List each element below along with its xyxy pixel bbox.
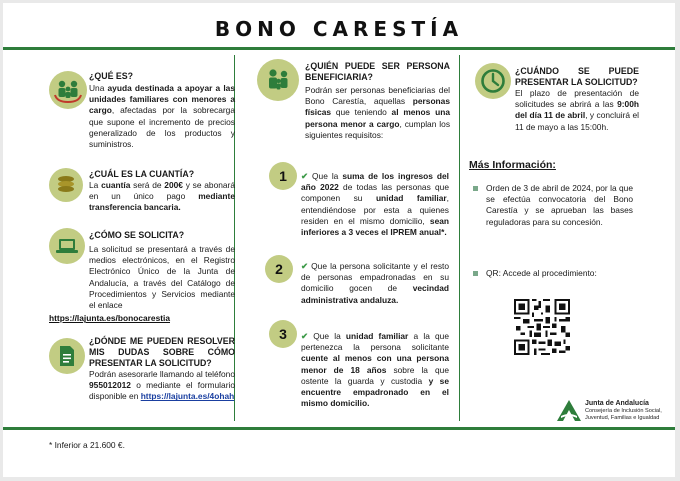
bullet-icon [473, 271, 478, 276]
dudas-text: Podrán asesorarle llamando al teléfono 955012012 o mediante el formulario disponible en https://lajunta.es/4ohah [89, 369, 235, 402]
junta-logo [555, 399, 662, 423]
quien-heading: ¿QUIÉN PUEDE SER PERSONA BENEFICIARIA? [305, 61, 450, 82]
quien-section [257, 61, 450, 141]
cuando-section [469, 66, 639, 133]
junta-emblem-icon [555, 399, 583, 423]
formulario-link[interactable]: https://lajunta.es/4ohah [140, 391, 235, 402]
column-divider-2 [459, 55, 460, 421]
qr-code[interactable] [514, 299, 570, 355]
more-info-item-2: QR: Accede al procedimiento: [473, 268, 643, 279]
check-icon: ✔ [301, 261, 309, 271]
requirement-3-number: 3 [269, 320, 297, 348]
footnote: * Inferior a 21.600 €. [49, 440, 125, 450]
que-es-heading: ¿QUÉ ES? [89, 71, 133, 81]
more-info-item-1: Orden de 3 de abril de 2024, por la que se efectúa convocatoria del Bono Carestía y se aprueban las bases reguladoras para su concesión. [473, 183, 633, 228]
quien-text: Podrán ser personas beneficiarias del Bono Carestía, aquellas personas físicas que teniendo al menos una persona menor a cargo, cumplan los siguientes requisitos: [305, 85, 451, 140]
solicita-section [49, 230, 235, 324]
que-es-section [49, 71, 235, 150]
requirement-1: ✔ Que la suma de los ingresos del año 2022 de todas las personas que componen su unidad familiar, entendiéndose por esta a quienes residen en el mismo domicilio, sean inferiores a 3 veces el IPREM anual*. [301, 171, 449, 238]
poster-page [3, 3, 675, 477]
dudas-section [49, 336, 235, 403]
requirement-2: ✔ Que la persona solicitante y el resto de personas empadronadas en su domicilio gocen de vecindad administrativa andaluza. [301, 261, 449, 305]
requirement-2-number: 2 [265, 255, 293, 283]
solicita-text: La solicitud se presentará a través de medios electrónicos, en el Registro Electrónico Único de la Junta de Andalucía, a través del Catálogo de Procedimientos y Servicios mediante el enlace [89, 244, 235, 311]
bullet-icon [473, 186, 478, 191]
junta-name: Junta de Andalucía [585, 400, 649, 407]
page-title: BONO CARESTÍA [214, 17, 464, 41]
check-icon: ✔ [301, 171, 309, 181]
cuantia-heading: ¿CUÁL ES LA CUANTÍA? [89, 169, 195, 179]
more-info-heading: Más Información: [469, 159, 556, 171]
bottom-divider [3, 427, 675, 430]
check-icon: ✔ [301, 331, 309, 341]
dudas-heading: ¿DÓNDE ME PUEDEN RESOLVER MIS DUDAS SOBRE CÓMO PRESENTAR LA SOLICITUD? [89, 336, 235, 368]
cuando-heading: ¿CUÁNDO SE PUEDE PRESENTAR LA SOLICITUD? [515, 66, 639, 87]
solicita-heading: ¿CÓMO SE SOLICITA? [89, 230, 185, 240]
cuantia-text: La cuantía será de 200€ y se abonará en un único pago mediante transferencia bancaria. [89, 180, 235, 213]
consejeria-line-1: Consejería de Inclusión Social, [585, 408, 662, 414]
cuando-text: El plazo de presentación de solicitudes se abrirá a las 9:00h del día 11 de abril, y concluirá el 11 de mayo a las 15:00h. [515, 88, 639, 132]
que-es-text: Una ayuda destinada a apoyar a las unidades familiares con menores a cargo, afectadas por la sobrecarga que supone el incremento de precios generalizado de los productos y suministros. [89, 83, 235, 150]
requirement-3: ✔ Que la unidad familiar a la que pertenezca la persona solicitante cuente al menos con una persona menor de 18 años sobre la que ostente la guarda y custodia y se encuentre empadronado en el mismo domicilio. [301, 331, 449, 409]
bonocarestia-link[interactable]: https://lajunta.es/bonocarestia [49, 313, 170, 324]
cuantia-section [49, 169, 235, 214]
consejeria-line-2: Juventud, Familias e Igualdad [585, 414, 660, 421]
requirement-1-number: 1 [269, 162, 297, 190]
top-divider [3, 47, 675, 50]
